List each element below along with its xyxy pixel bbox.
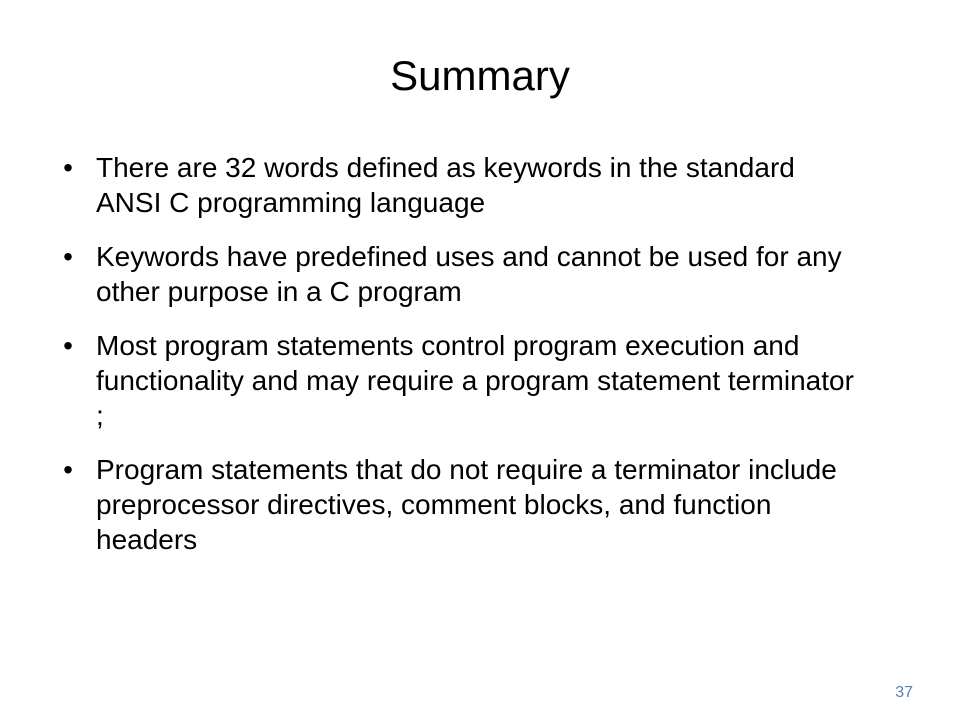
bullet-text: There are 32 words defined as keywords in the standard ANSI C programming language (96, 152, 795, 218)
bullet-text: Most program statements control program execution and functionality and may require a program statement terminator ; (96, 330, 854, 431)
bullet-text: Keywords have predefined uses and cannot be used for any other purpose in a C program (96, 241, 842, 307)
slide-title: Summary (390, 52, 570, 99)
bullet-item (58, 328, 858, 433)
bullet-list (58, 150, 858, 576)
bullet-dot-icon: • (63, 152, 73, 183)
bullet-text: Program statements that do not require a terminator include preprocessor directives, comment blocks, and function headers (96, 454, 837, 555)
bullet-dot-icon: • (63, 330, 73, 361)
bullet-dot-icon: • (63, 454, 73, 485)
bullet-item (58, 452, 858, 557)
page-number: 37 (895, 684, 913, 701)
bullet-item (58, 150, 858, 220)
bullet-item (58, 239, 858, 309)
bullet-dot-icon: • (63, 241, 73, 272)
